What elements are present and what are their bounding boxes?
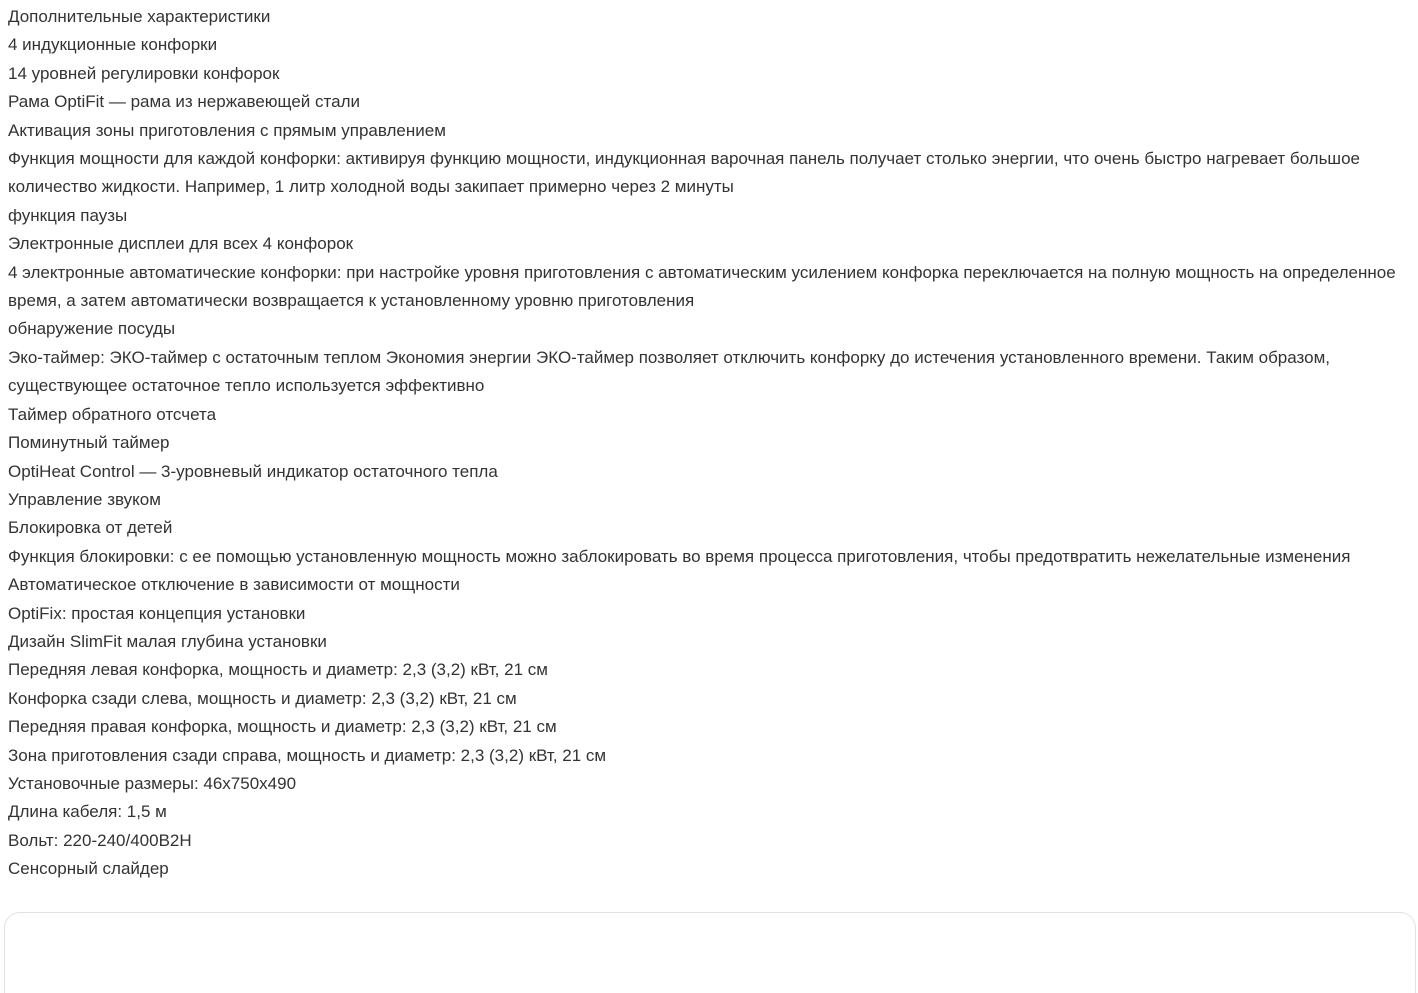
spec-line: Установочные размеры: 46х750х490 <box>8 773 297 793</box>
spec-line: Длина кабеля: 1,5 м <box>8 802 167 822</box>
spec-line: обнаружение посуды <box>8 319 176 339</box>
spec-line: OptiHeat Control — 3-уровневый индикатор остаточного тепла <box>8 461 498 481</box>
spec-line: Зона приготовления сзади справа, мощность и диаметр: 2,3 (3,2) кВт, 21 см <box>8 745 607 765</box>
spec-line: Таймер обратного отсчета <box>8 404 217 424</box>
spec-line: Дизайн SlimFit малая глубина установки <box>8 631 327 651</box>
next-section-card <box>4 912 1416 993</box>
spec-line: OptiFix: простая концепция установки <box>8 603 306 623</box>
spec-line: Блокировка от детей <box>8 518 173 538</box>
spec-line: Рама OptiFit — рама из нержавеющей стали <box>8 92 360 112</box>
spec-line: Вольт: 220-240/400В2Н <box>8 830 192 850</box>
spec-line: 4 индукционные конфорки <box>8 35 218 55</box>
spec-line: функция паузы <box>8 205 128 225</box>
section-title: Дополнительные характеристики <box>8 7 271 26</box>
spec-line: Функция блокировки: с ее помощью установленную мощность можно заблокировать во время процесса приготовления, чтобы предотвратить нежелательные изменения <box>8 546 1351 566</box>
spec-line: Активация зоны приготовления с прямым управлением <box>8 120 446 140</box>
spec-line: 14 уровней регулировки конфорок <box>8 63 280 83</box>
spec-line: Управление звуком <box>8 489 161 509</box>
spec-line: Автоматическое отключение в зависимости от мощности <box>8 575 460 595</box>
spec-line: 4 электронные автоматические конфорки: при настройке уровня приготовления с автоматическим усилением конфорка переключается на полную мощность на определенное время, а затем автоматически возвращается к установленному уровню приготовления <box>8 262 1396 311</box>
spec-line: Сенсорный слайдер <box>8 859 169 879</box>
spec-line: Передняя левая конфорка, мощность и диаметр: 2,3 (3,2) кВт, 21 см <box>8 660 548 680</box>
spec-line: Эко-таймер: ЭКО-таймер с остаточным теплом Экономия энергии ЭКО-таймер позволяет отключить конфорку до истечения установленного времени. Таким образом, существующее остаточное тепло используется эффективно <box>8 347 1330 396</box>
spec-line: Функция мощности для каждой конфорки: активируя функцию мощности, индукционная варочная панель получает столько энергии, что очень быстро нагревает большое количество жидкости. Например, 1 литр холодной воды закипает примерно через 2 минуты <box>8 149 1360 197</box>
specs-list <box>8 31 1408 883</box>
spec-line: Передняя правая конфорка, мощность и диаметр: 2,3 (3,2) кВт, 21 см <box>8 717 557 737</box>
spec-line: Конфорка сзади слева, мощность и диаметр: 2,3 (3,2) кВт, 21 см <box>8 688 517 708</box>
spec-line: Поминутный таймер <box>8 433 170 453</box>
spec-line: Электронные дисплеи для всех 4 конфорок <box>8 234 354 254</box>
